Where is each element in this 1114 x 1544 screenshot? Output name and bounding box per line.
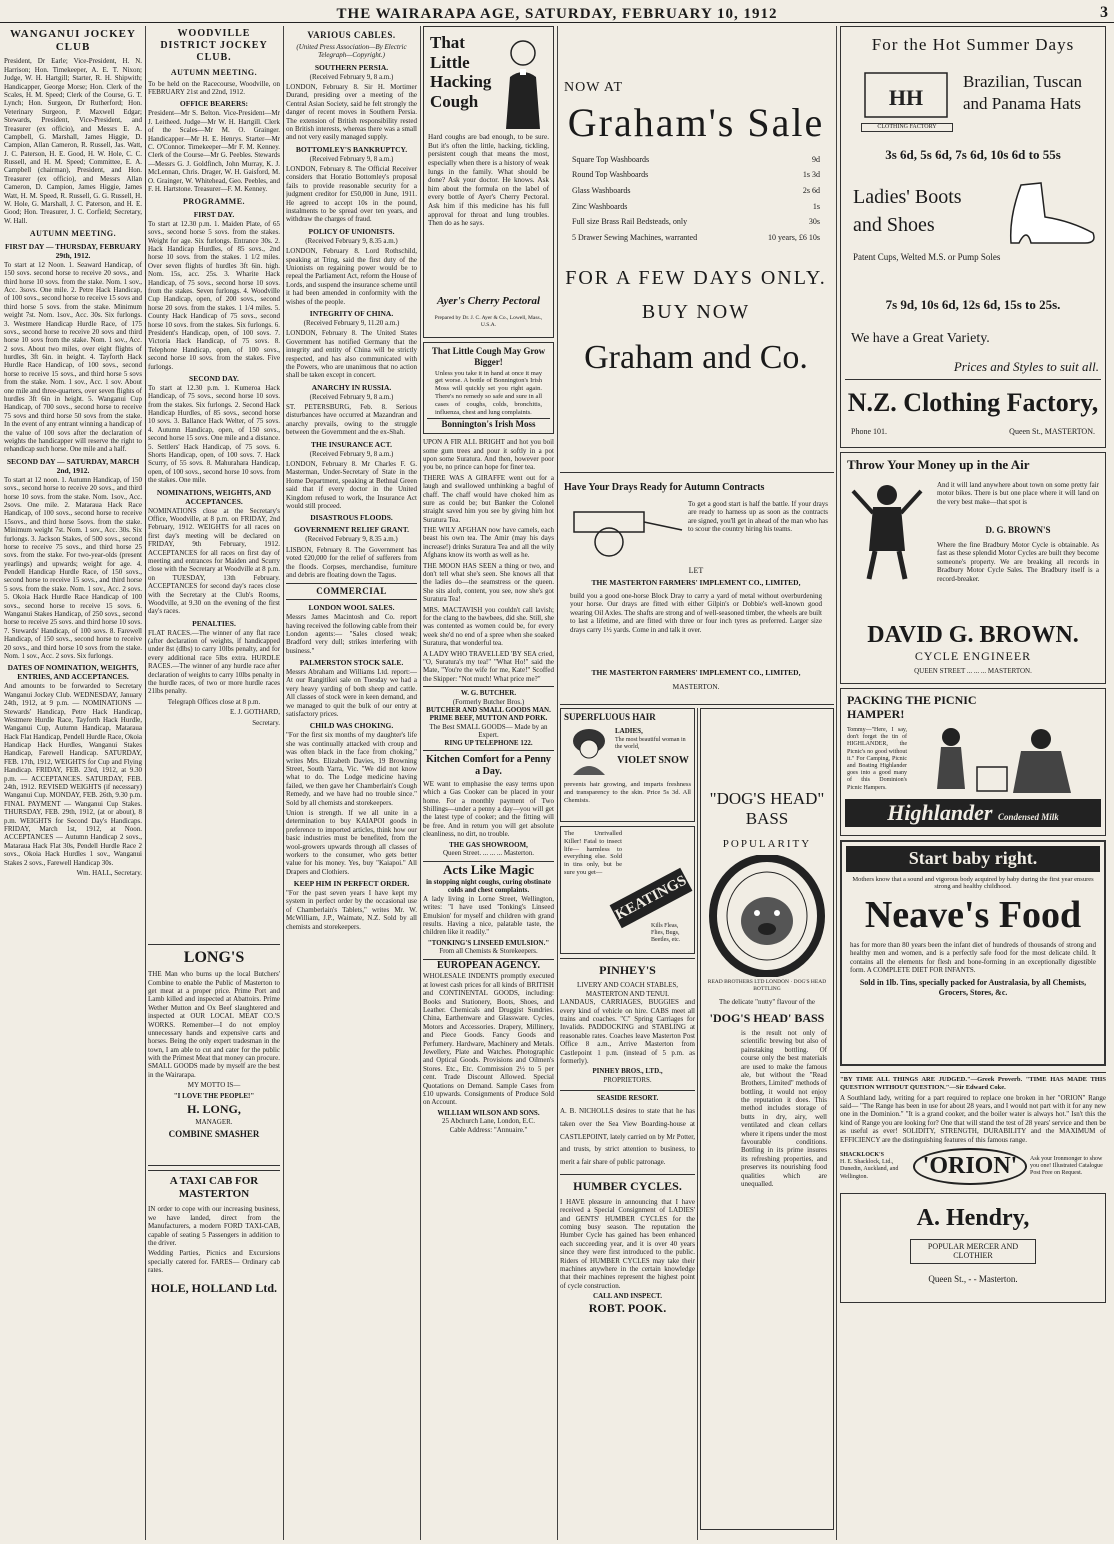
keat-brand: KEATINGS: [610, 868, 693, 929]
cable-text: LONDON, February 8. The Official Receiver considers that Horatio Bottomley's proposal fails to provide reasonable security for a judgment creditor for £50,000 in June, 1911. He agreed to accept 10s in the pound, instalments to be spread over ten years, and withdraw the charges of fraud.: [286, 165, 417, 224]
wanganui-title: WANGANUI JOCKEY CLUB: [10, 28, 136, 54]
woodville-first-day-text: To start at 12.30 p.m. 1. Maiden Plate, of 65 sovs., second horse 5 sovs. from the stakes. Weight for age. Six furlongs. Entrance 30s. 2. Hack Handicap Hurdles, of 85 sovs., 2nd horse 10 sovs. from the stakes. 1 1/2 miles. Over seven flights of hurdles 3ft 6in. high. Nom. 15s, acc. 25s. 3. Wharite Hack Handicap, of 75 sovs., second horse 10 sovs. from the stakes. Seven furlongs. 4. Woodville Cup Handicap, open, of 200 sovs., second horse 20 sovs. from the stakes. 1 1/4 miles. 5. County Hack Handicap of 75 sovs., second horse 10 sovs. from the stakes. Six furlongs. 6. President's Handicap, open, of 100 sovs. 7. Victoria Hack Handicap, of 75 sovs. 8. Telephone Handicap, open, of 100 sovs., second horse 10 sovs. from the stakes. Five furlongs.: [148, 219, 280, 371]
boots-text: Patent Cups, Welted M.S. or Pump Soles: [853, 252, 1001, 262]
graham-price-row: [572, 186, 820, 196]
bonnington-text: Unless you take it in hand at once it may get worse. A bottle of Bonnington's Irish Moss will quickly set you right again. There's no remedy so safe and sure in all cases of coughs, colds, bronchitis, influenza, chest and lung complaints.: [435, 369, 542, 416]
ayer-headline: [430, 33, 490, 111]
suratura-ad-1: UPON A FIR ALL BRIGHT and hot you boil some gum trees and pour it softly in a pot upon some Suratura. And then, however poor you be, no prince can hope for finer tea.: [423, 438, 554, 472]
longs-motto: "I LOVE THE PEOPLE!": [173, 1091, 255, 1100]
cable-head: THE INSURANCE ACT.: [311, 439, 392, 449]
column-divider: [836, 26, 837, 1540]
column-ads-4: [423, 26, 554, 1540]
column-divider: [697, 708, 698, 1540]
nzcf-addr: Queen St., MASTERTON.: [1009, 427, 1095, 436]
column-ads-7: [840, 26, 1106, 1540]
longs-manager: MANAGER.: [195, 1118, 233, 1127]
boot-illustration: [1001, 177, 1101, 249]
cable-head: SOUTHERN PERSIA.: [314, 62, 389, 72]
column-cables: [286, 26, 417, 1540]
woodville-second-day-text: To start at 12.30 p.m. 1. Kumeroa Hack Handicap, of 75 sovs., second horse 10 sovs. from the stakes. Six furlongs. 2. Second Hack Handicap Hurdles, of 85 sovs., second horse 10 sovs. 3. Ballance Hack Welter, of 75 sovs. 4. Autumn Handicap, open, of 150 sovs., second horse 15 sovs. One mile and a distance. 5. Settlers' Hack Handicap, of 75 sovs. 6. Shorts Handicap, open, of 100 sovs. 7. Hack Scurry, of 55 sovs. 8. Mahurahara Handicap, open, of 100 sovs., second horse 10 sovs. from the stakes. One mile.: [148, 383, 280, 485]
cable-item: [286, 63, 417, 142]
taxi-title: A TAXI CAB FOR MASTERTON: [169, 1175, 259, 1201]
summer-title: For the Hot Summer Days: [871, 35, 1075, 54]
cables-title: VARIOUS CABLES.: [307, 30, 396, 40]
column-wanganui: [4, 26, 142, 1540]
cable-date: (Received February 9, 8 a.m.): [309, 449, 394, 458]
pinhey-title: PINHEY'S: [599, 963, 656, 977]
hair-title: SUPERFLUOUS HAIR: [564, 712, 656, 722]
variety: We have a Great Variety.: [851, 331, 990, 346]
wanganui-officers: President, Dr Earle; Vice-President, H. N. Harrison; Hon. Timekeeper, A. E. T. Nixon; Judge, W. H. Hartgill; Starter, R. H. Shipwith; Handicapper, George Morse; Hon. Clerk of the Scales, H. M. Speed; Clerk of the Course, G. T. Lynch; Hon. Surgeon, Dr Rutherford; Hon. Veterinary Surgeon, P. Maxwell Edgar; Stewards, President, Vice-President, and Treasurer (ex officio), and Messrs E. A. Campbell, G. Marshall, James Higgie, D. Campion, Allan Cameron, R. Russell, Jas. Watt, J. C. Paterson, H. E. Good, H. W. Hole, C. C. Russell, and H. M. Speed; Committee, E. A. Campbell (chairman), President, and Hon. Treasurer (ex officio), and Messrs Allan Cameron, D. Campion, James Higgie, James Watt, H. M. Speed, R. Russell, G. G. Russell, H. W. Hole, G. Marshall, J. C. Paterson, and H. E. Good; Hon. Treasurer, J. C. Corfield; Secretary, W. Hall.: [4, 57, 142, 225]
cable-item: [286, 440, 417, 511]
pinhey-advert: [560, 958, 695, 1084]
cable-head: ANARCHY IN RUSSIA.: [311, 382, 392, 392]
child-text: "For the first six months of my daughter's life she was continually attacked with croup and was often black in the face from choking," writes Mrs. Elizabeth Davies, 19 Browning Street, South Yarra, Vic. "We did not know what to do. The Lodge medicine having failed, we then gave her Chamberlain's Cough Remedy, and we have had no trouble since." Sold by all chemists and storekeepers.: [286, 731, 417, 807]
neave-text: has for more than 80 years been the infant diet of hundreds of thousands of strong and healthy men and women, and is a perfectly safe food for the most delicate child. It contains all the elements for flesh and bone-forming in an exceptionally digestible form. A COMPLETE DIET FOR INFANTS.: [850, 940, 1096, 974]
magic-brand: "TONKING'S LINSEED EMULSION.": [427, 938, 550, 947]
cable-date: (Received February 9, 11.20 a.m.): [303, 318, 400, 327]
graham-item-price: 10 years, £6 10s: [768, 232, 820, 242]
picnic-milk: Condensed Milk: [997, 812, 1059, 822]
woman-portrait: [567, 725, 611, 775]
neave-intro: Mothers know that a sound and vigorous body acquired by baby during the first year ensures strong and healthy childhood.: [852, 875, 1094, 891]
euro-addr: 25 Abchurch Lane, London, E.C.: [442, 1117, 535, 1126]
nzcf-phone: Phone 101.: [851, 427, 887, 436]
butcher-phone: RING UP TELEPHONE 122.: [444, 739, 533, 748]
graham-price-row: [572, 155, 820, 165]
woodville-intro: To be held on the Racecourse, Woodville, on FEBRUARY 21st and 22nd, 1912.: [148, 79, 280, 96]
longs-text: THE Man who burns up the local Butchers' Combine to enable the Public of Masterton to get meat at a proper price. Prime Port and Lamb killed and inspected at Abattoirs. Prime Wether Mutton and Ox Beef slaughtered and inspected at OUR LOCAL MEAT CO.'S WORKS. Remember—I do not employ unnecessary hands and expensive carts and horses. Being the only expert tradesman in the town, I am able to cut and cater for the public with the Primest Meat that money can procure. SMALL GOODS made by myself are the best in the Wairarapa.: [148, 970, 280, 1079]
hair-name: VIOLET SNOW: [617, 755, 689, 766]
neave-brand: Neave's Food: [864, 894, 1082, 937]
woodville-telegraph: Telegraph Offices close at 8 p.m.: [167, 697, 261, 706]
wanganui-dates-head: DATES OF NOMINATION, WEIGHTS, ENTRIES, AND ACCEPTANCES.: [7, 663, 139, 682]
bass-text-1: The delicate "nutty" flavour of the: [718, 998, 816, 1007]
cable-head: BOTTOMLEY'S BANKRUPTCY.: [295, 144, 408, 154]
taxi-text: IN order to cope with our increasing business, we have landed, direct from the Manufacturers, a modern FORD TAXI-CAB, capable of seating 5 Passengers in addition to the driver.: [148, 1205, 280, 1247]
woodville-programme: PROGRAMME.: [182, 197, 246, 207]
cable-head: POLICY OF UNIONISTS.: [308, 226, 395, 236]
graham-buy: BUY NOW: [641, 301, 751, 324]
orion-footer: [840, 1148, 1106, 1185]
brown-big: DAVID G. BROWN.: [867, 622, 1079, 648]
hendry-advert: [840, 1193, 1106, 1303]
hats-title: Brazilian, Tuscan and Panama Hats: [963, 72, 1082, 114]
violet-snow-advert: [560, 708, 695, 822]
section-rule: [560, 472, 834, 473]
ayer-title-1: That: [430, 33, 465, 52]
drays-co2: THE MASTERTON FARMERS' IMPLEMENT CO., LIMITED,: [591, 668, 801, 677]
boots-prices: 7s 9d, 10s 6d, 12s 6d, 15s to 25s.: [885, 297, 1061, 312]
humber-text: I HAVE pleasure in announcing that I have received a Special Consignment of LADIES' and GENTS' HUMBER CYCLES for the coming busy season. The reputation the Humber Cycle has gained has been enhanced each succeeding year, and it is over 40 years since they were first introduced to the public. Riders of HUMBER CYCLES may take their machines anywhere in the certain knowledge that their machines represent the highest point of cycle construction.: [560, 1197, 695, 1290]
ayer-brand: Ayer's Cherry Pectoral: [436, 295, 541, 307]
euro-title: EUROPEAN AGENCY.: [423, 959, 554, 972]
orion-ask: Ask your Ironmonger to show you one! Illustrated Catalogue Post Free on Request.: [1030, 1155, 1103, 1176]
picnic-brand: Highlander: [887, 800, 993, 825]
orion-advert: [840, 1072, 1106, 1185]
graham-item-price: 2s 6d: [802, 185, 820, 195]
taxi-advert: [148, 1170, 280, 1351]
graham-advert: [560, 30, 832, 470]
hats-label: CLOTHING FACTORY: [861, 123, 953, 132]
nzcf-title: N.Z. Clothing Factory,: [847, 388, 1099, 417]
column-divider: [420, 26, 421, 1540]
woodville-second-day: SECOND DAY.: [189, 373, 239, 383]
gas-street: Queen Street. ... ... ... Masterton.: [443, 848, 534, 857]
pinhey-sig: PINHEY BROS., LTD.,: [592, 1067, 663, 1076]
humber-advert: [560, 1174, 695, 1314]
graham-item-price: 9d: [812, 154, 820, 164]
clergyman-illustration: [496, 33, 550, 129]
brown-head: Throw Your Money up in the Air: [847, 457, 1030, 472]
wanganui-dates-text: And amounts to be forwarded to Secretary Wanganui Jockey Club. WEDNESDAY, January 24th, 1912, at 9 p.m. — NOMINATIONS — Stewards' Handicap, Petre Hack Handicap, Westmere Hurdle Race, Tayforth Hack Hurdle, Wanganui Cup, Autumn Handicap, Mataraua Hack Flat Handicap, Pendell Hurdle Race, Okoia Handicap Hack Hurdles, Wanganui Stakes Handicap, Farewell Handicap. SATURDAY, FEB. 17th, 1912, WEIGHTS for Cup and Flying Handicap. FRIDAY, FEB. 23rd, 1912, at 9.30 p.m. — ACCEPTANCES. SATURDAY, FEB. 24th, 1912. REVISED WEIGHTS (if necessary) Wanganui Cup. MONDAY, FEB. 26th, 9.30 p.m. FINAL PAYMENT — Wanganui Cup Stakes. THURSDAY, FEB. 29th, 1912, (at or about), 8 p.m. WEIGHTS for Second Day's Handicaps. FRIDAY, March 1st, 1912, at Noon. ACCEPTANCES — Autumn Handicap 2 sovs., Mataraua Hack Flat 30s, Pendell Hurdle Race 2 sovs., Okoia Hack Hurdles 1 sov., Wanganui Stakes 2 sovs., Farewell Handicap 30s.: [4, 682, 142, 867]
bonnington-advert: [423, 342, 554, 434]
clothing-factory-advert: [840, 26, 1106, 448]
cable-date: (Received February 9, 8.35 a.m.): [305, 535, 398, 544]
cable-item: [286, 383, 417, 437]
drays-text: To get a good start is half the battle. If your drays are ready to harness up as soon as the contracts are signed, you'll get in ahead of the man who has to scour the country hiring his teams.: [688, 500, 828, 534]
hendry-addr: Queen St., - - Masterton.: [928, 1273, 1018, 1284]
graham-item-name: Round Top Washboards: [572, 170, 649, 180]
longs-advert: [148, 944, 280, 1166]
brown-name: D. G. BROWN'S: [985, 525, 1051, 535]
column-ads-5: [560, 708, 695, 1540]
brown-cycle: CYCLE ENGINEER: [914, 649, 1032, 663]
cable-date: (Received February 9, 8 a.m.): [309, 392, 394, 401]
bass-text-2: is the result not only of scientific brewing but also of painstaking bottling. Of course only the best materials are used to make the famous ale, but without the "Read Brothers, Limited" methods of bottling, it would not enjoy the reputation it does. This method includes storage of butts in dry, airy, well ventilated and clean cellars where it ripens under the most favourable conditions. Bottling in its prime insures its refreshing properties, and preserves its nourishing food qualities which are unequalled.: [741, 1028, 827, 1188]
hair-text: The most beautiful woman in the world,: [615, 737, 686, 751]
kitchen-text: WE want to emphasise the easy terms upon which a Gas Cooker can be placed in your home. For a monthly payment of Two Shillings—under a penny a day—you will get the latest type of cooker; and the fitting will be free. And in return you will get absolute cleanliness, no dirt, no trouble.: [423, 779, 554, 839]
picnic-text: Tommy—"Here, I say, don't forget the tin of HIGHLANDER, the Picnic's no good without it." For Camping, Picnic and Boating Highlander goes into a good many of this Dominion's Picnic Hampers.: [847, 727, 907, 791]
woodville-title: WOODVILLE DISTRICT JOCKEY CLUB.: [160, 28, 268, 63]
neave-sold: Sold in 1lb. Tins, specially packed for Australasia, by all Chemists, Grocers, Stores, &c.: [859, 978, 1087, 997]
ayer-advert: [423, 26, 554, 338]
euro-sig: WILLIAM WILSON AND SONS.: [437, 1108, 540, 1117]
orion-maker-2: H. E. Shacklock, Ltd., Dunedin, Auckland, and Wellington.: [840, 1159, 899, 1180]
cable-item: [286, 145, 417, 224]
dray-illustration: [564, 500, 684, 558]
longs-tag: COMBINE SMASHER: [168, 1128, 260, 1139]
ayer-title-2: Little: [430, 52, 470, 72]
butcher-sub: (Formerly Butcher Bros.): [452, 697, 525, 706]
pinhey-prop: PROPRIETORS.: [603, 1075, 652, 1084]
pinhey-addr: MASTERTON AND TENUI.: [585, 989, 670, 998]
highlander-advert: [840, 688, 1106, 836]
woodville-sig1: E. J. GOTHARD,: [230, 708, 280, 717]
suratura-ad-2: THERE WAS A GIRAFFE went out for a laugh and swallowed unthinking a bagful of chaff. The chaff would have choked him as sure as could be; but Banker the Colonel straight saved him you see by giving him hot Suratura Tea.: [423, 473, 554, 524]
woodville-sig2: Secretary.: [252, 718, 280, 727]
wool-text: Messrs James Macintosh and Co. report having received the following cable from their London agents:— "Sales closed weak; Bradford very dull; strikes interfering with business.": [286, 613, 417, 655]
graham-item-price: 1s: [812, 201, 820, 211]
masthead: [0, 0, 1114, 23]
liver-head: KEEP HIM IN PERFECT ORDER.: [293, 879, 410, 889]
woodville-nom-text: NOMINATIONS close at the Secretary's Office, Woodville, at 8 p.m. on FRIDAY, 2nd February, 1912. WEIGHTS for all races on first day's meeting will be declared on FRIDAY, 9th February, 1912. ACCEPTANCES for all races on first day of meeting and entrances for Maiden and Scurry close with the Secretary at Woodville at 8 p.m. on TUESDAY, 13th February. ACCEPTANCES for second day's races close with the Secretary at the Club's Rooms, Woodville, at 9.30 on the evening of the first day's races.: [148, 506, 280, 616]
ayer-title-3: Hacking: [430, 72, 492, 92]
ayer-text: Hard coughs are bad enough, to be sure. But it's often the little, hacking, tickling, persistent cough that means the most, especially when there is a history of weak lungs in the family. What should be done? Ask your doctor. He knows. Ask him about the formula on the label of every bottle of Ayer's Cherry Pectoral. Ask him if this medicine has his full approval for throat and lung troubles. Then do as he says.: [428, 133, 549, 228]
hair-ladies: LADIES,: [615, 727, 643, 735]
taxi-text2: Wedding Parties, Picnics and Excursions specially catered for. FARES— Ordinary cab rates.: [148, 1249, 280, 1275]
gas-showroom: THE GAS SHOWROOM,: [449, 840, 528, 849]
magic-text: A lady living in Lorne Street, Wellington, writes: "I have used 'Tonking's Linseed Emulsion' for myself and children with grand results. Having a nice, palatable taste, the children like it readily.": [423, 894, 554, 937]
cable-text: LONDON, February 8. Mr Charles F. G. Masterman, Under-Secretary of State in the Home Department, speaking at Bethnal Green said that if every doctor in the United Kingdom refused to work, the Insurance Act would still proceed.: [286, 460, 417, 510]
dogs-head-logo: [709, 855, 825, 977]
variety-2: Prices and Styles to suit all.: [953, 359, 1099, 374]
bass-title-1: "DOG'S HEAD": [709, 789, 825, 808]
stock-text: Messrs Abraham and Williams Ltd. report:—At our Rangitikei sale on Tuesday we had a very heavy yarding of both sheep and cattle. All classes of stock were in keen demand, and we managed to quit the bulk of our entry at satisfactory prices.: [286, 668, 417, 719]
woodville-meeting: AUTUMN MEETING.: [170, 68, 258, 77]
graham-item-name: Glass Washboards: [572, 185, 631, 195]
graham-title: Graham's Sale: [567, 99, 825, 145]
cable-text: LONDON, February 8. Sir H. Mortimer Durand, presiding over a meeting of the Central Asian Society, said he felt strongly the danger of recent moves in Southern Persia. The extension of British responsibility rested on British interests, whereas there was a small and not very easily managed supply.: [286, 82, 417, 142]
graham-price-row: [572, 170, 820, 180]
pinhey-text: LANDAUS, CARRIAGES, BUGGIES and every kind of vehicle on hire. CABS meet all trains and coaches. "C" Spring Carriages for Invalids. PADDOCKING and STABLING at reasonable rates. Coaches leave Masterton Post Office 8 a.m., Arrive Masterton from Castlepoint 1 p.m. (instead of 5 p.m. as formerly).: [560, 998, 695, 1065]
orion-text: A Southland lady, writing for a part required to replace one broken in her "ORION" Range said— "The Range has been in use for about 28 years, and I would not part with it for any new one in the Dominion." "It is a grand cooker, and the boiler water is always hot." Isn't this the kind of Range you are looking for? One that will stand the test of 28 years' service and then be as useful as ever! SOLIDITY, STRENGTH, DURABILITY and the MAXIMUM of EFFICIENCY are the distinguishing features of this famous range.: [840, 1093, 1106, 1144]
seaside-head: SEASIDE RESORT.: [596, 1094, 659, 1103]
graham-item-name: 5 Drawer Sewing Machines, warranted: [572, 232, 698, 242]
bass-title-2: BASS: [745, 809, 789, 829]
drays-town: MASTERTON.: [672, 682, 720, 691]
woodville-officers-head: OFFICE BEARERS:: [179, 99, 249, 109]
humber-sig: ROBT. POOK.: [588, 1300, 667, 1315]
longs-name: H. LONG,: [187, 1102, 241, 1117]
commercial-head: COMMERCIAL: [286, 583, 417, 600]
graham-item-name: Square Top Washboards: [572, 154, 650, 164]
section-rule: [560, 704, 834, 705]
graham-price-row: [572, 202, 820, 212]
cable-date: (Received February 9, 8 a.m.): [309, 72, 394, 81]
woodville-pen-text: FLAT RACES.—The winner of any flat race (after declaration of weights, if handicapped under 8st (dlbs) to carry 10lbs penalty, and for every additional race 5lbs extra. HURDLE RACES.—The winner of any hurdle race after declaration of weights to carry 10lbs penalty in the hurdle races, of two or more hurdle races 21lbs penalty.: [148, 628, 280, 696]
ayer-title-4: Cough: [430, 91, 479, 111]
column-bass: [700, 708, 834, 1540]
wanganui-second-day: SECOND DAY — SATURDAY, MARCH 2nd, 1912.: [6, 456, 140, 475]
orion-brand: 'ORION': [913, 1148, 1028, 1185]
woodville-first-day: FIRST DAY.: [193, 209, 235, 219]
magic-from: From all Chemists & Storekeepers.: [439, 947, 538, 956]
page-number: 3: [1100, 4, 1108, 21]
magic-title: Acts Like Magic: [423, 861, 554, 878]
brown-text-2: Where the fine Bradbury Motor Cycle is obtainable. As fast as these splendid Motor Cycles are built they become someone's property. We are breaking all records in Bradbury Motor Cycle Sales. The Bradbury itself is a record-breaker.: [937, 541, 1099, 583]
hair-body: prevents hair growing, and imparts freshness and transparency to the skin. Price 5s 3d. All Chemists.: [564, 781, 691, 804]
kitchen-title: Kitchen Comfort for a Penny a Day.: [426, 753, 551, 777]
union-text: Union is strength. If we all unite in a determination to buy KAIAPOI goods in preference to imported articles, think how our basic industries must be benefited, from the wool-growers upwards through all classes of workers to the consumer, who gets better value for his money. Yes, buy "Kaiapoi." All Drapers and Clothiers.: [286, 808, 417, 876]
cable-item: [286, 227, 417, 306]
graham-item-price: 1s 3d: [802, 170, 820, 180]
cable-item: [286, 525, 417, 579]
bonnington-brand: Bonnington's Irish Moss: [427, 418, 550, 430]
wanganui-first-day-text: To start at 12 Noon. 1. Seaward Handicap, of 150 sovs. second horse to receive 20 sovs., and third horse 10 sovs. from the stake. Nom. 1 sov., Acc. 3sovs. One mile. 2. Petre Hack Handicap, of 100 sovs., second horse to receive 15 sovs and third horse 5 sovs. from the stake. Minimum weight 7st. Nom. 1sov., Acc. 30s. Six furlongs. 3. Westmere Handicap Hurdle Race, of 175 sovs., second horse to receive 20 sovs and third horse 10 sovs from the stake. Nom. 1 sov., Acc. 2 sovs. About two miles, over eight flights of hurdles, 3ft 6in. in height. 4. Tayforth Hack Hurdle Race Handicap, of 100 sovs., second horse to receive 15 sovs., and third horse 5 sovs from the stake. Nom. 1 sov., Acc. 1 sov. About one mile and three-quarters, over seven flights of hurdles 3ft 6in in height. 5. Wanganui Cup Handicap, of 700 sovs., second horse to receive 75 sovs and third horse 50 sovs from the stake. In the event of any entrant winning a handicap of the value of 100 sovs after the declaration of weights the handicapper will reserve the right to rehandicap such horse. One mile and a half.: [4, 260, 142, 454]
child-head: CHILD WAS CHOKING.: [309, 721, 394, 731]
butcher-name: W. G. BUTCHER.: [460, 689, 517, 698]
suratura-ad-4: THE MOON HAS SEEN a thing or two, and don't tell what she's seen. She knows all that the ladies do—the seamstress or the queen. She sits aloft, content, you see, now she's got Suratura Tea!: [423, 561, 554, 604]
keat-text: The Unrivalled Killer! Fatal to insect life— harmless to everything else. Sold in tins only, but be sure you get—: [564, 830, 622, 876]
svg-text:HH: HH: [888, 85, 924, 110]
neave-title: Start baby right.: [846, 846, 1100, 872]
section-rule: [845, 379, 1101, 380]
suratura-ad-6: A LADY WHO TRAVELLED 'BY SEA cried, "O, Suratura's my tea!" "What Ho!" said the Mate, "You're the wife for me, Kate!" Scoffed the Skipper: "Not much! What price me?": [423, 649, 554, 683]
graham-now: NOW AT: [564, 80, 624, 95]
orion-maker: SHACKLOCK'S: [840, 1151, 885, 1158]
graham-price-list: [560, 155, 832, 243]
bonnington-title: That Little Cough May Grow Bigger!: [431, 346, 546, 367]
bass-title-3: 'DOG'S HEAD' BASS: [709, 1010, 825, 1025]
hendry-sub: POPULAR MERCER AND CLOTHIER: [910, 1239, 1036, 1264]
cable-head: DISASTROUS FLOODS.: [310, 513, 393, 523]
boots-title: Ladies' Boots and Shoes: [853, 186, 962, 236]
longs-title: LONG'S: [183, 949, 245, 966]
hats-prices: 3s 6d, 5s 6d, 7s 6d, 10s 6d to 55s: [885, 147, 1061, 162]
humber-call: CALL AND INSPECT.: [593, 1292, 662, 1301]
orion-maker-block: [840, 1152, 910, 1181]
euro-text: WHOLESALE INDENTS promptly executed at lowest cash prices for all kinds of BRITISH and CONTINENTAL GOODS, including: Books and Stationery, Boots, Shoes, and Leather. Chemicals and Druggist Sundries. China, Earthenware and Glassware. Cycles, Motors and Accessories. Drapery, Millinery, and Piece Goods. Fancy Goods and Perfumery. Hardware, Machinery and Metals. Jewellery, Plate and Watches. Photographic and Optical Goods. Provisions and Oilmen's Stores. Etc., Etc. Commission 2½ to 5 per cent. Trade Discount Allowed. Special Quotations on Demand. Sample Cases from £10 upwards. Consignments of Produce Sold on Account.: [423, 972, 554, 1107]
bass-popularity: POPULARITY: [722, 837, 812, 850]
cable-text: LONDON, February 8. Lord Rothschild, speaking at Tring, said the first duty of the Unionists on regaining power would be to repeal the Parliament Act, reform the House of Lords, and suspend the insurance scheme until it had been amended in conformity with the wishes of the people.: [286, 247, 417, 306]
longs-motto-head: MY MOTTO IS—: [187, 1081, 241, 1090]
woodville-pen-head: PENALTIES.: [192, 618, 236, 628]
drays-co: THE MASTERTON FARMERS' IMPLEMENT CO., LIMITED,: [591, 578, 801, 587]
masthead-title: THE WAIRARAPA AGE, SATURDAY, FEBRUARY 10, 1912: [336, 6, 778, 22]
ayer-maker: Prepared by Dr. J. C. Ayer & Co., Lowell, Mass., U.S.A.: [434, 315, 543, 328]
suratura-ad-3: THE WILY AFGHAN now have camels, each beast his own tea. The Amir (may his days increase!) drinks Suratura Tea and all the wily Afghans know its worth as well as he.: [423, 526, 554, 560]
brown-text: And it will land anywhere about town on some pretty fair motor bikes. There is but one place where it will land on the very best make—that spot is: [937, 481, 1099, 506]
keat-kills: Kills Fleas, Flies, Bugs, Beetles, etc.: [651, 923, 681, 944]
wanganui-second-day-text: To start at 12 noon. 1. Autumn Handicap, of 150 sovs., second horse to receive 20 sovs., and third horse 10 sovs. from the stake. Nom. 1sov., Acc. 2sovs. One mile. 2. Mataraua Hack Race Handicap, of 100 sovs., second horse to receive 15sovs., and third horse 5sovs. from the stake. Minimum weight 7st. Nom. 1 sov., Acc. 30s. Six furlongs. 3. Jackson Stakes, of 500 sovs., second horse to receive 75 sovs., and third horse 25 sovs. from the stake. For two-year-olds (present yearlings) and upwards; weight for age. 4. Pendell Handicap Hurdle Race, of 150 sovs., second horse to receive 15 sovs., and third horse 5 sovs. from the stake. Nom. 1 sov., Acc. 2 sovs. 5. Okoia Hack Hurdle Race Handicap of 100 sovs., second horse to receive 15 sovs. 6. Wanganui Stakes Handicap, of 250 sovs., second horse to receive 25 sovs. and third horse 10 sovs. 7. Stewards' Handicap, of 100 sovs. 8. Farewell Handicap, of 150 sovs., second horse to receive 20 sovs., and third horse 10 sovs from the stake. Nom. 1 sov., Acc. 2 sovs. Six furlongs.: [4, 475, 142, 660]
column-divider: [145, 26, 146, 1540]
wanganui-signature: Wm. HALL, Secretary.: [76, 868, 142, 877]
suratura-ad-5: MRS. MACTAVISH you couldn't call lavish; for the clang to the bawbees, did she. Still, she was contented as women could be, for every week she'd no end of a spree when she soaked Suratura, that wonderful tea.: [423, 605, 554, 648]
graham-item-price: 30s: [808, 217, 820, 227]
cable-date: (Received February 9, 8.35 a.m.): [305, 236, 398, 245]
bass-advert: [700, 708, 834, 1530]
graham-item-name: Zinc Washboards: [572, 201, 628, 211]
graham-item-name: Full size Brass Rail Bedsteads, only: [572, 217, 688, 227]
taxi-sig: HOLE, HOLLAND Ltd.: [150, 1280, 278, 1295]
butcher-prime: PRIME BEEF, MUTTON AND PORK.: [429, 714, 548, 723]
man-illustration: [847, 481, 927, 581]
graham-few: FOR A FEW DAYS ONLY.: [565, 267, 827, 290]
drays-advert: [560, 476, 832, 702]
seaside-advert: [560, 1090, 695, 1168]
liver-text: "For the past seven years I have kept my system in perfect order by the occasional use of Chamberlain's Tablets," writes Mr. W. McWilliam, J.P., Waimate, N.Z. Sold by all chemists and storekeepers.: [286, 889, 417, 931]
brown-advert: [840, 452, 1106, 684]
magic-sub: in stopping night coughs, curing obstinate colds and chest complaints.: [426, 877, 551, 895]
hendry-title: A. Hendry,: [916, 1204, 1030, 1231]
brown-addr: QUEEN STREET ... ... ... MASTERTON.: [914, 667, 1032, 675]
woodville-officers: President—Mr S. Belton. Vice-President—Mr J. Leitheed. Judge—Mr W. H. Hartgill. Clerk of the Scales—Mr M. O. Grainger. Handicapper—Mr H. E. Henrys. Starter—Mr C. O'Connor. Timekeeper—Mr F. M. Kenney. Clerk of the Course—Mr G. Peebles. Stewards—Messrs G. J. Goldfinch, John Murray, K. J. McLennan, Chris. Drager, W. H. Gaisford, M. O. Grainger, W. Whitehead, Geo. Peebles, and F. H. Hartstone. Treasurer—F. M. Kenney.: [148, 109, 280, 193]
picnic-brand-band: [845, 799, 1101, 827]
graham-price-row: [572, 217, 820, 227]
orion-quote: "BY TIME ALL THINGS ARE JUDGED."—Greek Proverb. "TIME HAS MADE THIS QUESTION WITHOUT QUESTION."—Sir Edward Coke.: [840, 1076, 1106, 1091]
cable-item: [286, 309, 417, 380]
stock-head: PALMERSTON STOCK SALE.: [299, 658, 404, 668]
woodville-nom-head: NOMINATIONS, WEIGHTS, AND ACCEPTANCES.: [156, 487, 272, 506]
cables-credit: (United Press Association—By Electric Telegraph—Copyright.): [296, 42, 407, 60]
keatings-advert: [560, 826, 695, 954]
picnic-illustration: [921, 723, 1091, 795]
cable-text: LONDON, February 8. The United States Government has notified Germany that the integrity and entity of China will be strictly respected, and has also communicated with the Powers, who are unanimous that no action shall be taken except in concert.: [286, 329, 417, 380]
neave-advert: [840, 840, 1106, 1066]
butcher-advert: [423, 686, 554, 751]
bass-ring-text: READ BROTHERS LTD LONDON · DOG'S HEAD BOTTLING: [707, 978, 827, 992]
butcher-small: The Best SMALL GOODS— Made by an Expert.: [429, 722, 548, 740]
cable-item: [286, 513, 417, 522]
cable-head: INTEGRITY OF CHINA.: [309, 308, 394, 318]
picnic-title: PACKING THE PICNIC HAMPER!: [847, 693, 977, 722]
wanganui-meeting: AUTUMN MEETING.: [29, 229, 117, 239]
pinhey-sub: LIVERY AND COACH STABLES,: [576, 981, 679, 990]
euro-cable: Cable Address: "Annuaire.": [449, 1125, 528, 1134]
drays-title: Have Your Drays Ready for Autumn Contracts: [564, 482, 765, 493]
column-divider: [283, 26, 284, 1540]
cable-text: ST. PETERSBURG, Feb. 8. Serious disturbances have occurred at Mazandran and anarchy prevails, owing to the struggle between the Government and the ex-Shah.: [286, 403, 417, 437]
graham-co: Graham and Co.: [584, 339, 808, 377]
column-divider: [557, 26, 558, 1540]
humber-title: HUMBER CYCLES.: [573, 1179, 682, 1194]
butcher-line: BUTCHER AND SMALL GOODS MAN.: [426, 705, 551, 714]
cable-date: (Received February 9, 8 a.m.): [309, 154, 394, 163]
drays-let: LET: [688, 566, 704, 575]
cable-text: LISBON, February 8. The Government has voted £20,000 for the relief of sufferers from the floods. Corpses, merchandise, furniture and debris are floating down the Tagus.: [286, 545, 417, 579]
graham-price-row: [572, 233, 820, 243]
wool-head: LONDON WOOL SALES.: [308, 603, 395, 613]
seaside-text: A. B. NICHOLLS desires to state that he has taken over the Sea View Boarding-house at CASTLEPOINT, lately carried on by Mr Potter, and trusts, by strict attention to business, to merit a fair share of public patronage.: [560, 1107, 695, 1166]
cable-head: GOVERNMENT RELIEF GRANT.: [293, 525, 410, 535]
wanganui-first-day: FIRST DAY — THURSDAY, FEBRUARY 29th, 1912.: [4, 241, 142, 260]
drays-build: build you a good one-horse Block Dray to carry a yard of metal without overburdening your horse. Our drays are fitted with either Gilpin's or Dobbie's well-known good wearing Oil Axles. The shafts are strong and of well-seasoned timber, the wheels are built to last a lifetime, and are fitted with three or four inch tyres as preferred. Larger size drays carry 1½ yards. Come in and talk it over.: [570, 592, 822, 634]
